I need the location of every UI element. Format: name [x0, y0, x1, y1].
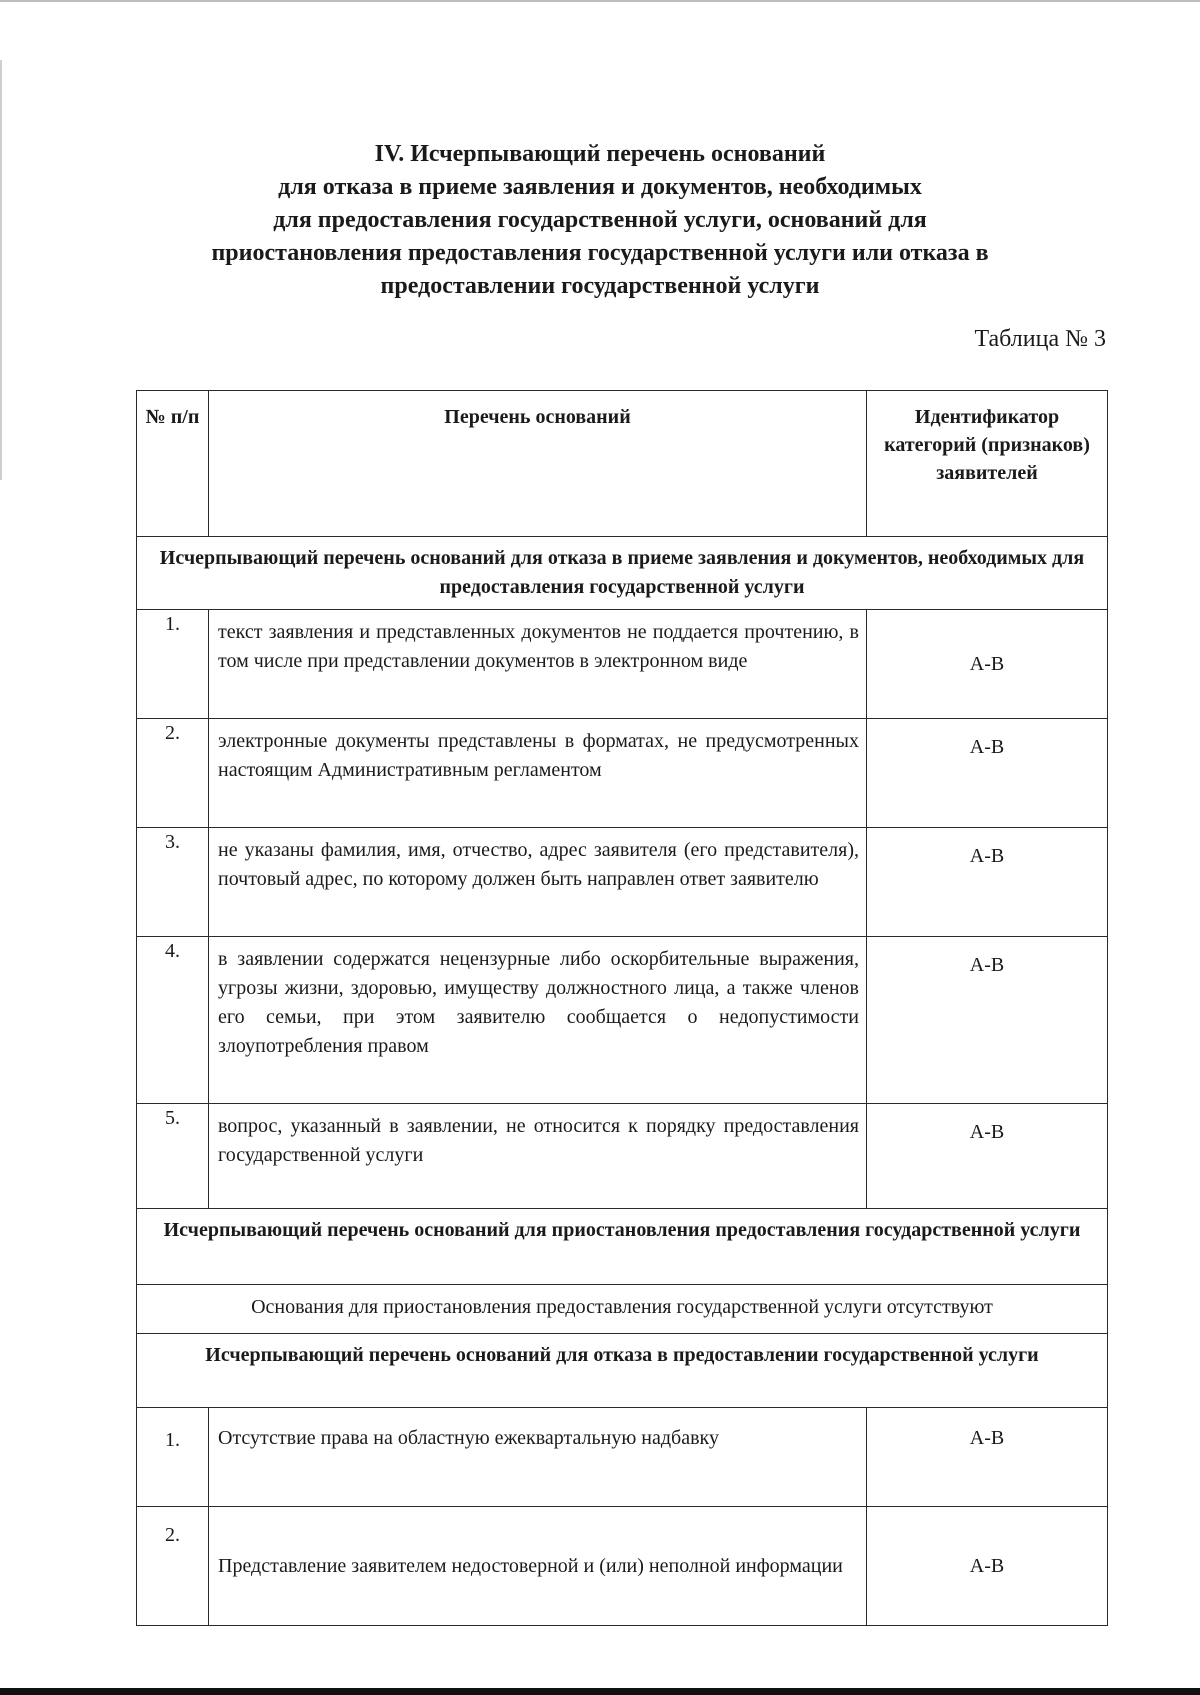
table-row: [137, 828, 1108, 937]
row-number: 1.: [137, 1408, 209, 1507]
table-row: [137, 610, 1108, 719]
heading-line: для отказа в приеме заявления и документов, необходимых: [278, 174, 922, 200]
section-row: [137, 1209, 1108, 1285]
row-number: 4.: [137, 937, 209, 1104]
row-identifier: А-В: [867, 1408, 1108, 1507]
section-title-refusal-acceptance: Исчерпывающий перечень оснований для отказа в приеме заявления и документов, необходимых для предоставления государственной услуги: [137, 537, 1108, 610]
row-text: в заявлении содержатся нецензурные либо оскорбительные выражения, угрозы жизни, здоровью, имуществу должностного лица, а также членов его семьи, при этом заявителю сообщается о недопустимости злоупотребления правом: [209, 937, 867, 1104]
section-row: [137, 537, 1108, 610]
table-header-row: [137, 391, 1108, 537]
section-row: [137, 1334, 1108, 1408]
page-edge-bottom: [0, 1688, 1200, 1695]
row-text: электронные документы представлены в форматах, не предусмотренных настоящим Административным регламентом: [209, 719, 867, 828]
heading-line: IV. Исчерпывающий перечень оснований: [374, 141, 826, 167]
row-text: вопрос, указанный в заявлении, не относится к порядку предоставления государственной услуги: [209, 1104, 867, 1209]
table-row: [137, 1507, 1108, 1626]
table-row: [137, 719, 1108, 828]
heading-line: предоставлении государственной услуги: [380, 273, 820, 299]
page-edge-top: [0, 0, 1200, 2]
row-identifier: А-В: [867, 937, 1108, 1104]
row-text: Представление заявителем недостоверной и (или) неполной информации: [209, 1507, 867, 1626]
header-applicant-category-id: Идентификатор категорий (признаков) заявителей: [867, 391, 1108, 537]
page-edge-left: [0, 60, 2, 480]
suspension-note: Основания для приостановления предоставления государственной услуги отсутствуют: [137, 1285, 1108, 1334]
row-text: не указаны фамилия, имя, отчество, адрес заявителя (его представителя), почтовый адрес, по которому должен быть направлен ответ заявителю: [209, 828, 867, 937]
row-number: 5.: [137, 1104, 209, 1209]
table-label: Таблица № 3: [974, 326, 1106, 352]
section-heading: [120, 138, 1080, 303]
row-number: 1.: [137, 610, 209, 719]
row-identifier: А-В: [867, 719, 1108, 828]
row-number: 2.: [137, 1507, 209, 1626]
section-row: [137, 1285, 1108, 1334]
row-identifier: А-В: [867, 828, 1108, 937]
row-text: Отсутствие права на областную ежеквартальную надбавку: [209, 1408, 867, 1507]
table-row: [137, 937, 1108, 1104]
row-identifier: А-В: [867, 1507, 1108, 1626]
table-row: [137, 1104, 1108, 1209]
row-identifier: А-В: [867, 610, 1108, 719]
section-title-refusal-service: Исчерпывающий перечень оснований для отказа в предоставлении государственной услуги: [137, 1334, 1108, 1408]
header-number: № п/п: [137, 391, 209, 537]
grounds-table: [136, 390, 1108, 1626]
table-row: [137, 1408, 1108, 1507]
heading-line: для предоставления государственной услуги, оснований для: [273, 207, 927, 233]
heading-line: приостановления предоставления государственной услуги или отказа в: [211, 240, 989, 266]
row-number: 3.: [137, 828, 209, 937]
header-grounds-list: Перечень оснований: [209, 391, 867, 537]
row-identifier: А-В: [867, 1104, 1108, 1209]
row-number: 2.: [137, 719, 209, 828]
row-text: текст заявления и представленных документов не поддается прочтению, в том числе при представлении документов в электронном виде: [209, 610, 867, 719]
section-title-suspension: Исчерпывающий перечень оснований для приостановления предоставления государственной услуги: [137, 1209, 1108, 1285]
